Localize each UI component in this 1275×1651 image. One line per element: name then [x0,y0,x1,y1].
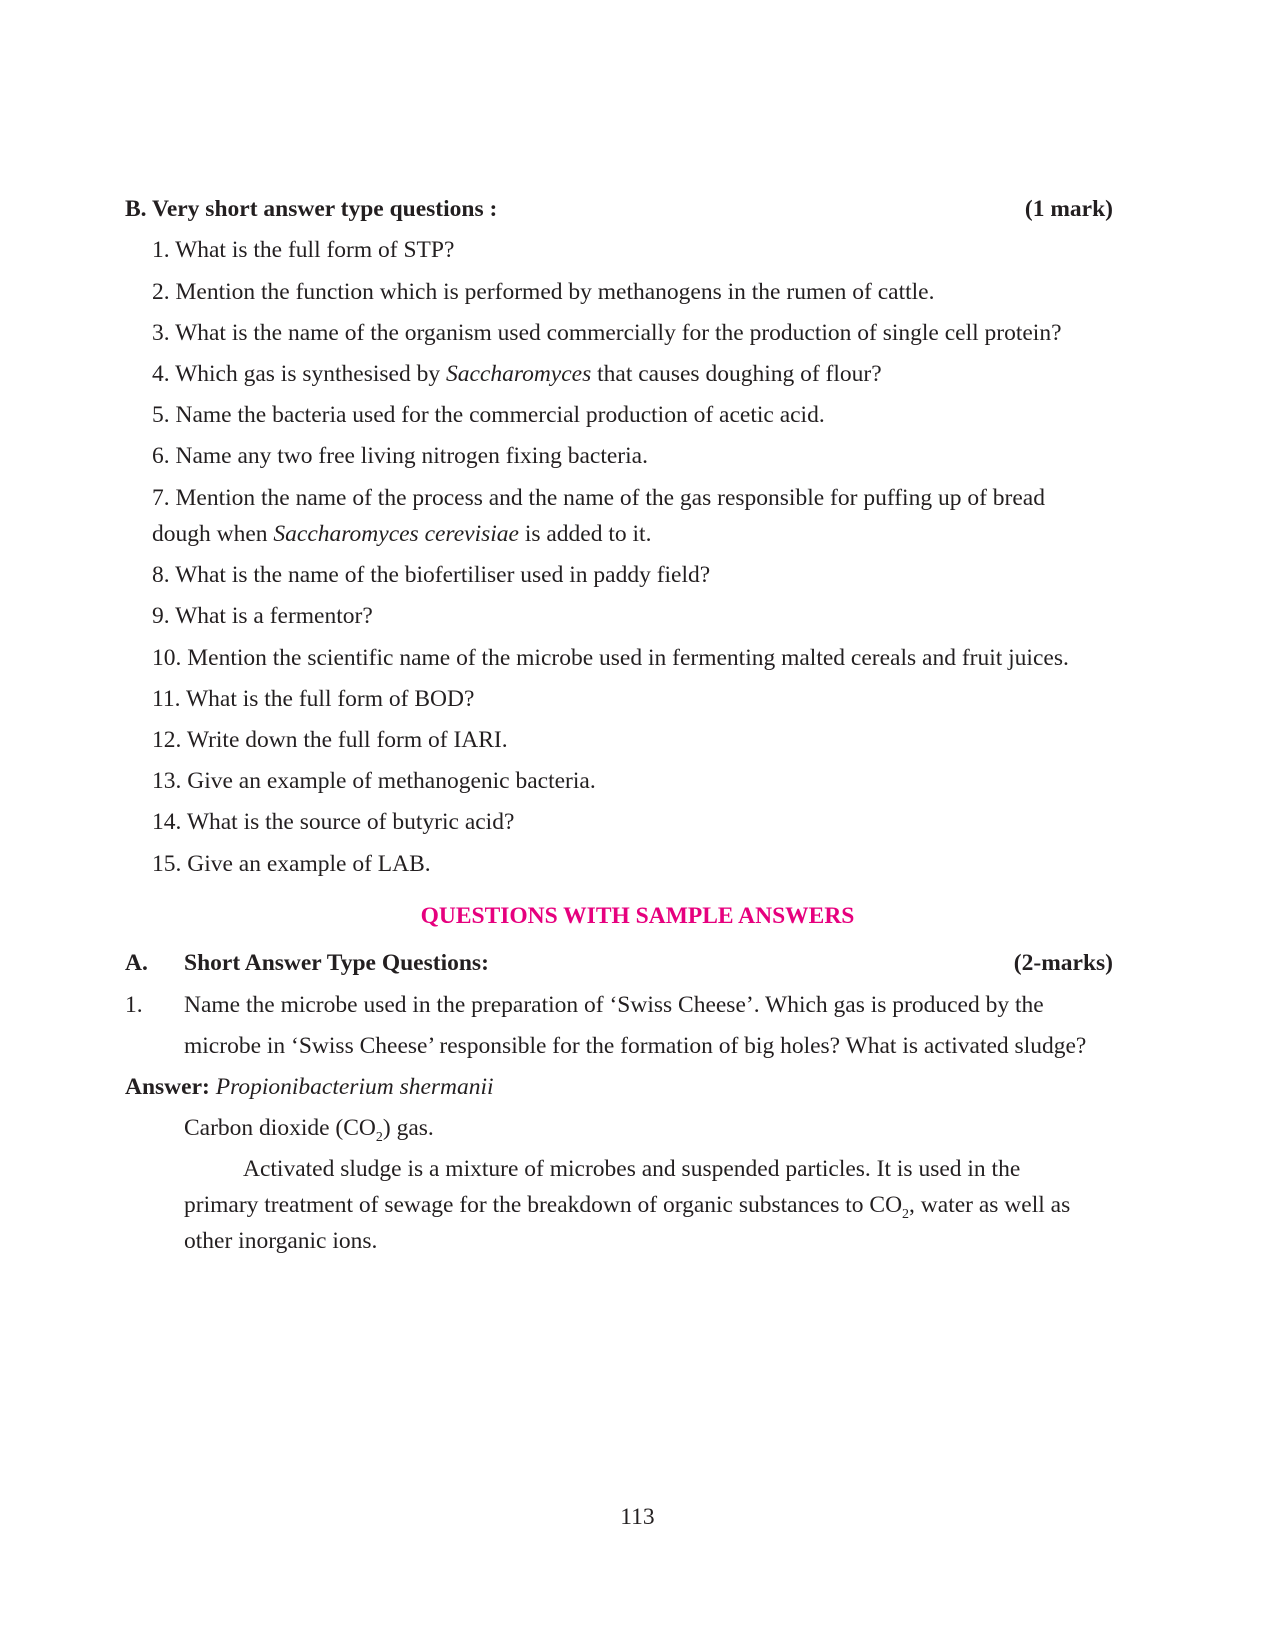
question-14: 14. What is the source of butyric acid? [152,809,515,835]
answer-label: Answer: [125,1074,210,1100]
question-4 [152,359,882,389]
section-a-label: A. [125,950,148,976]
question-6: 6. Name any two free living nitrogen fixing bacteria. [152,443,648,469]
question-7-line-1: 7. Mention the name of the process and the name of the gas responsible for puffing up of bread [152,485,1045,511]
answer-sludge-before: primary treatment of sewage for the breakdown of organic substances to CO [184,1192,903,1218]
question-10: 10. Mention the scientific name of the microbe used in fermenting malted cereals and fruit juices. [152,645,1069,671]
section-b-marks: (1 mark) [1024,196,1113,222]
question-13: 13. Give an example of methanogenic bacteria. [152,768,596,794]
sample-answers-title: QUESTIONS WITH SAMPLE ANSWERS [420,903,855,929]
page-number: 113 [620,1504,655,1530]
question-7-text-before: dough when [152,521,274,547]
section-b-heading: B. Very short answer type questions : [125,196,498,222]
section-a-marks: (2-marks) [1013,950,1113,976]
question-1: 1. What is the full form of STP? [152,237,455,263]
answer-gas-after: ) gas. [382,1115,434,1141]
answer-gas [184,1113,434,1143]
question-7-organism: Saccharomyces cerevisiae [273,521,519,547]
answer-sludge-line-1: Activated sludge is a mixture of microbes and suspended particles. It is used in the [243,1156,1021,1182]
question-4-text-after: that causes doughing of flour? [591,361,882,387]
question-3: 3. What is the name of the organism used commercially for the production of single cell protein? [152,320,1062,346]
section-a-heading: Short Answer Type Questions: [184,950,489,976]
sample-question-line-1: Name the microbe used in the preparation of ‘Swiss Cheese’. Which gas is produced by the [184,992,1044,1018]
answer-organism: Propionibacterium shermanii [215,1074,494,1100]
question-9: 9. What is a fermentor? [152,603,373,629]
answer-sludge-subscript: 2 [902,1207,910,1222]
question-5: 5. Name the bacteria used for the commercial production of acetic acid. [152,402,825,428]
question-7-text-after: is added to it. [518,521,652,547]
question-12: 12. Write down the full form of IARI. [152,727,508,753]
answer-gas-before: Carbon dioxide (CO [184,1115,376,1141]
answer-line [125,1072,494,1102]
question-4-text-before: 4. Which gas is synthesised by [152,361,446,387]
answer-gas-subscript: 2 [375,1130,383,1145]
question-8: 8. What is the name of the biofertiliser used in paddy field? [152,562,711,588]
sample-question-line-2: microbe in ‘Swiss Cheese’ responsible for the formation of big holes? What is activated sludge? [184,1033,1087,1059]
question-15: 15. Give an example of LAB. [152,851,431,877]
answer-sludge-line-2 [184,1190,1070,1220]
question-2: 2. Mention the function which is performed by methanogens in the rumen of cattle. [152,279,935,305]
question-4-organism: Saccharomyces [445,361,592,387]
answer-sludge-after: , water as well as [909,1192,1071,1218]
sample-question-number: 1. [125,992,143,1018]
answer-sludge-line-3: other inorganic ions. [184,1228,378,1254]
question-11: 11. What is the full form of BOD? [152,686,475,712]
question-7-line-2 [152,519,651,549]
